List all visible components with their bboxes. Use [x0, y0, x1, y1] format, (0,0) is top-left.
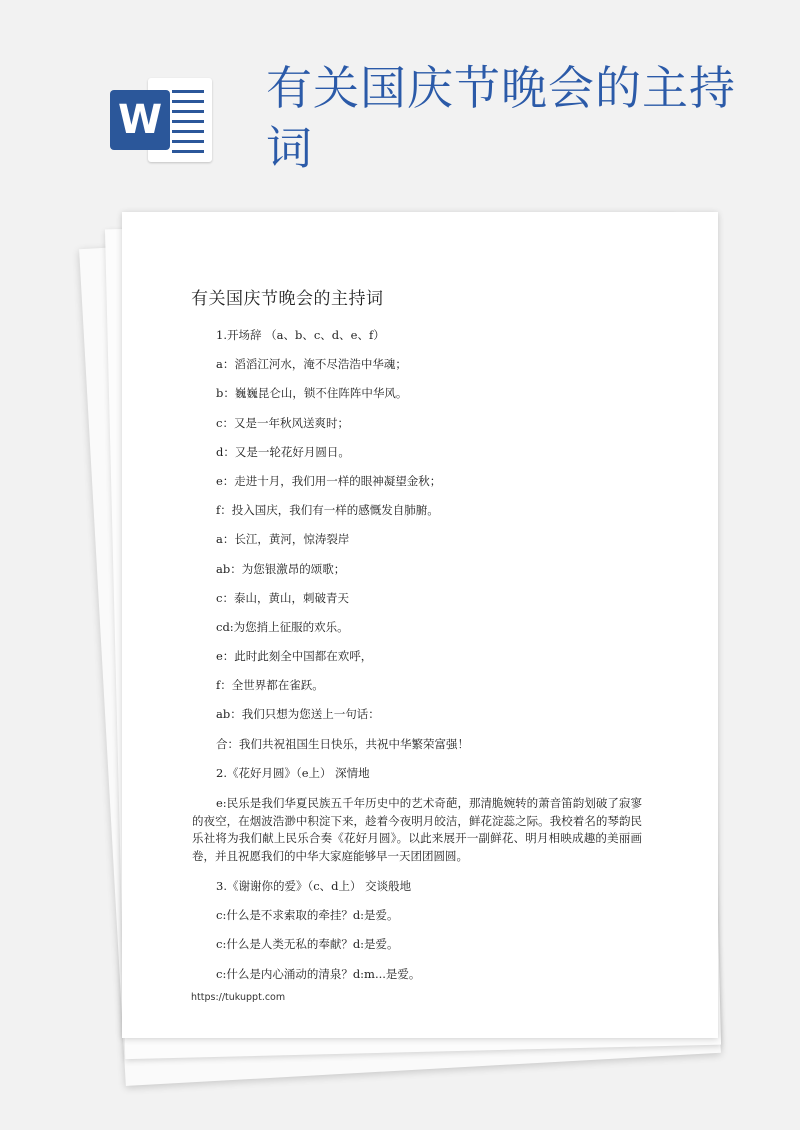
document-title: 有关国庆节晚会的主持词 [191, 289, 384, 309]
text-line: c:什么是不求索取的牵挂？d:是爱。 [216, 908, 399, 923]
source-url: https://tukuppt.com [191, 992, 286, 1003]
paragraph: e:民乐是我们华夏民族五千年历史中的艺术奇葩，那清脆婉转的萧音笛韵划破了寂寥的夜空，在烟波浩渺中积淀下来，趁着今夜明月皎洁，鲜花淀蕊之际。我校着名的琴韵民乐社将为我们献上民乐合奏《花好月圆》。以此来展开一副鲜花、明月相映成趣的美丽画卷，并且祝愿我们的中华大家庭能够早一天团团圆圆。 [192, 796, 642, 863]
document-body [192, 328, 642, 996]
text-line: f：投入国庆，我们有一样的感慨发自肺腑。 [216, 503, 439, 518]
text-line: cd:为您捎上征服的欢乐。 [216, 619, 349, 634]
text-line: d：又是一轮花好月圆日。 [216, 444, 350, 459]
text-line: c：又是一年秋风送爽时； [216, 415, 349, 430]
page-title: 有关国庆节晚会的主持词 [266, 61, 736, 175]
text-line: ab：我们只想为您送上一句话： [216, 707, 380, 722]
text-line: e：走进十月，我们用一样的眼神凝望金秋； [216, 473, 442, 488]
text-line: f：全世界都在雀跃。 [216, 678, 324, 693]
text-line: b：巍巍昆仑山，锁不住阵阵中华风。 [216, 386, 408, 401]
text-line: 合：我们共祝祖国生日快乐，共祝中华繁荣富强！ [216, 736, 469, 751]
section-heading: 2.《花好月圆》（e上） 深情地 [216, 765, 370, 780]
word-logo-letter: W [110, 90, 170, 150]
text-line: c:什么是内心涌动的清泉？d:m...是爱。 [216, 966, 421, 981]
text-line: ab：为您银激昂的颂歌； [216, 561, 346, 576]
text-line: c：泰山，黄山，刺破青天 [216, 590, 349, 605]
text-line: a：长江，黄河，惊涛裂岸 [216, 532, 350, 547]
section-heading: 3.《谢谢你的爱》（c、d上） 交谈般地 [216, 879, 412, 893]
header [0, 0, 800, 200]
text-line: 1.开场辞 （a、b、c、d、e、f） [216, 328, 385, 342]
document-page [122, 212, 718, 1038]
text-line: e：此时此刻全中国都在欢呼， [216, 649, 373, 664]
text-line: a：滔滔江河水，淹不尽浩浩中华魂； [216, 357, 407, 372]
text-line: c:什么是人类无私的奉献？d:是爱。 [216, 937, 399, 952]
word-document-icon [110, 76, 214, 164]
